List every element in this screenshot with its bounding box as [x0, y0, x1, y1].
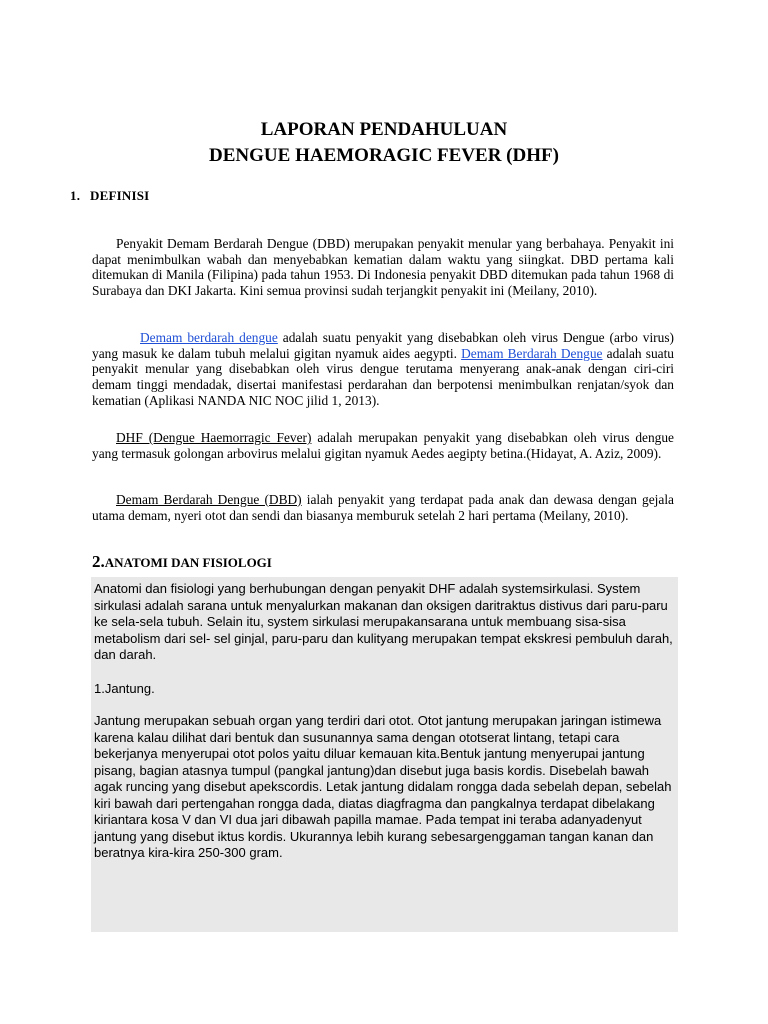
section2-heading [92, 552, 272, 572]
anatomy-paragraph-1: Anatomi dan fisiologi yang berhubungan dengan penyakit DHF adalah systemsirkulasi. System sirkulasi adalah sarana untuk menyalurkan makanan dan oksigen daritraktus distivus dari paru-paru ke sela-sela tubuh. Selain itu, system sirkulasi merupakansarana untuk membuang sisa-sisa metabolism dari sel- sel ginjal, paru-paru dan kulityang merupakan tempat ekskresi pembuluh darah, dan darah. [94, 581, 673, 662]
definition-paragraph-3 [92, 430, 674, 461]
paragraph-4-text: ialah penyakit yang terdapat pada anak dan dewasa dengan gejala utama demam, nyeri otot dan sendi dan biasanya memburuk setelah 2 hari pertama (Meilany, 2010). [92, 492, 674, 523]
dhf-term: DHF (Dengue Haemorragic Fever) [116, 430, 312, 445]
paragraph-2-text-a: adalah suatu penyakit yang disebabkan oleh virus Dengue (arbo virus) yang masuk ke dalam tubuh melalui gigitan nyamuk aides aegypti. [92, 330, 675, 361]
document-title-line2: DENGUE HAEMORAGIC FEVER (DHF) [209, 145, 559, 166]
definition-paragraph-4 [92, 492, 674, 523]
section1-heading [70, 188, 149, 204]
paragraph-2-text-b: adalah suatu penyakit menular yang disebabkan oleh virus dengue terutama menyerang anak-anak dengan ciri-ciri demam tinggi mendadak, disertai manifestasi perdarahan dan berpotensi menimbulkan renjatan/syok dan kematian (Aplikasi NANDA NIC NOC jilid 1, 2013). [92, 345, 675, 408]
demam-berdarah-dengue-link[interactable]: Demam berdarah dengue [140, 330, 278, 345]
section1-number: 1. [70, 188, 81, 203]
section2-number: 2. [92, 552, 105, 571]
definition-paragraph-1: Penyakit Demam Berdarah Dengue (DBD) merupakan penyakit menular yang berbahaya. Penyakit ini dapat menimbulkan wabah dan menyebabkan kematian dalam waktu yang siingkat. DBD pertama kali ditemukan di Manila (Filipina) pada tahun 1953. Di Indonesia penyakit DBD ditemukan pada tahun 1968 di Surabaya dan DKI Jakarta. Kini semua provinsi sudah terjangkit penyakit ini (Meilany, 2010). [92, 236, 674, 299]
jantung-subheading: 1.Jantung. [94, 681, 155, 696]
anatomy-text-box [91, 577, 678, 932]
document-title-line1: LAPORAN PENDAHULUAN [260, 119, 508, 140]
section1-heading-text: DEFINISI [90, 188, 150, 203]
jantung-paragraph: Jantung merupakan sebuah organ yang terdiri dari otot. Otot jantung merupakan jaringan istimewa karena kalau dilihat dari bentuk dan susunannya sama dengan ototserat lintang, tetapi cara bekerjanya menyerupai otot polos yaitu diluar kemauan kita.Bentuk jantung menyerupai jantung pisang, bagian atasnya tumpul (pangkal jantung)dan disebut juga basis kordis. Disebelah bawah agak runcing yang disebut apekscordis. Letak jantung didalam rongga dada sebelah depan, sebelah kiri bawah dari pertengahan rongga dada, diatas diagfragma dan pangkalnya terdapat dibelakang kiriantara kosa V dan VI dua jari dibawah papilla mamae. Pada tempat ini teraba adanyadenyut jantung yang disebut iktus kordis. Ukurannya lebih kurang sebesargenggaman tangan kanan dan beratnya kira-kira 250-300 gram. [94, 713, 672, 860]
definition-paragraph-2 [92, 330, 674, 409]
dbd-term: Demam Berdarah Dengue (DBD) [116, 492, 302, 507]
paragraph-3-text: adalah merupakan penyakit yang disebabkan oleh virus dengue yang termasuk golongan arbovirus melalui gigitan nyamuk Aedes aegipty betina.(Hidayat, A. Aziz, 2009). [92, 430, 674, 461]
section2-heading-text: ANATOMI DAN FISIOLOGI [104, 555, 272, 570]
demam-berdarah-dengue-link-2[interactable]: Demam Berdarah Dengue [461, 345, 603, 361]
